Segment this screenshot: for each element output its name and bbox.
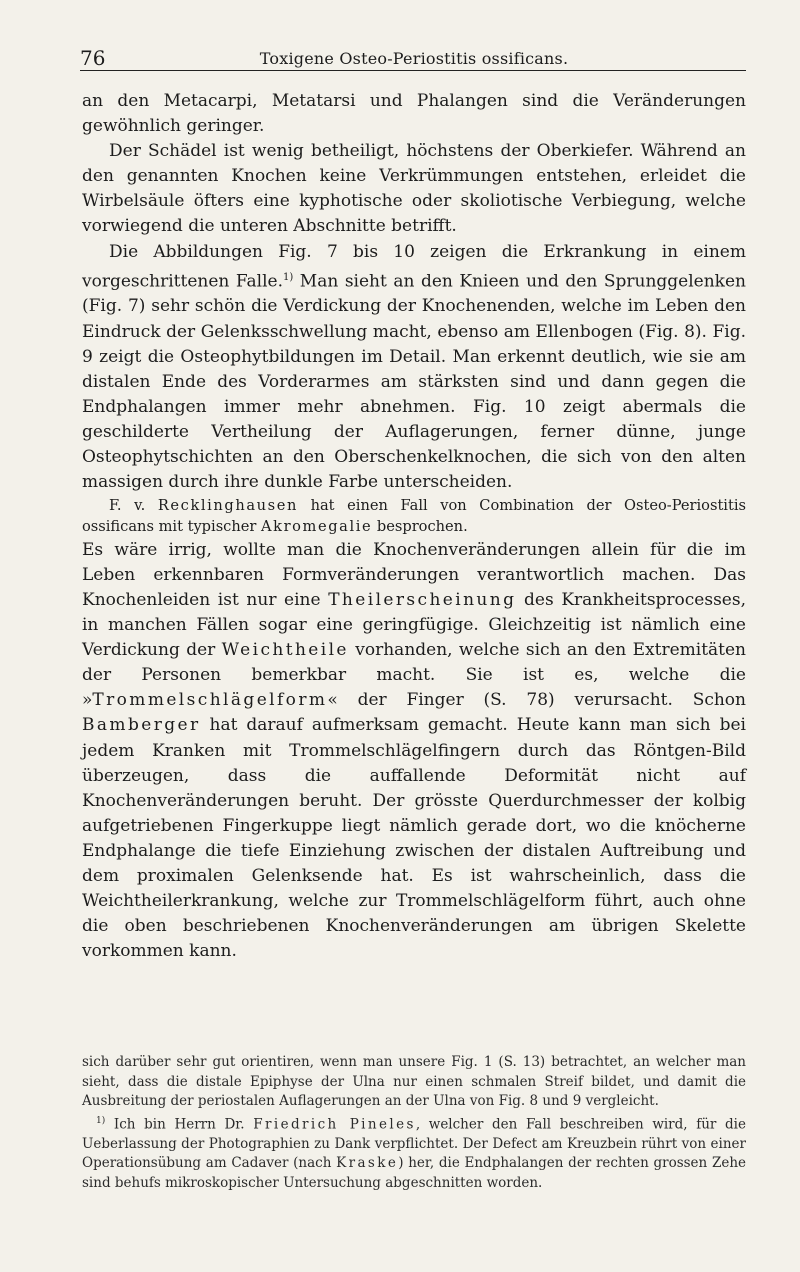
paragraph-skull: Der Schädel ist wenig betheiligt, höchstens der Oberkiefer. Während an den genannten Knochen keine Verkrümmungen entstehen, erleidet die Wirbelsäule öfters eine kyphotische oder skoliotische Verbiegung, welche vorwiegend die unteren Abschnitte betrifft. — [82, 141, 746, 237]
footnote-1: $^{1)}$ Ich bin Herrn Dr. Friedrich Pineles, welcher den Fall beschreiben wird, für die Ueberlassung der Photographien zu Dank verpflichtet. Der Defect am Kreuzbein rührt von einer Operationsübung am Cadaver (nach Kraske) her, die Endphalangen der rechten grossen Zehe sind behufs mikroskopischer Untersuchung abgeschnitten worden. — [82, 1115, 746, 1192]
main-text — [82, 89, 746, 964]
small-print-note: F. v. Recklinghausen hat einen Fall von Combination der Osteo-Periostitis ossificans mit typischer Akromegalie besprochen. — [82, 497, 746, 536]
footnote-reference: 1) — [283, 271, 294, 283]
emphasized-term: Akromegalie — [261, 518, 373, 536]
page-number: 76 — [80, 46, 106, 70]
header-rule — [80, 70, 746, 71]
page-header — [82, 0, 746, 70]
emphasized-term: Weichtheile — [221, 640, 349, 661]
running-title: Toxigene Osteo-Periostitis ossificans. — [259, 49, 569, 68]
author-name: Friedrich Pineles — [253, 1116, 416, 1133]
paragraph-continuation: an den Metacarpi, Metatarsi und Phalangen sind die Veränderungen gewöhnlich geringer. — [82, 91, 746, 137]
emphasized-term: Trommelschlägelform — [92, 690, 328, 711]
footnotes — [82, 1053, 746, 1194]
footnote-mark: 1) — [96, 1115, 106, 1126]
emphasized-term: Theilerscheinung — [328, 589, 517, 610]
author-name: Recklinghausen — [157, 497, 298, 515]
paragraph-soft-tissue: Es wäre irrig, wollte man die Knochenveränderungen allein für die im Leben erkennbaren Formveränderungen verantwortlich machen. Das Knochenleiden ist nur eine Theilerscheinung des Krankheitsprocesses, in manchen Fällen sogar eine geringfügige. Gleichzeitig ist nämlich eine Verdickung der Weichtheile vorhanden, welche sich an den Extremitäten der Personen bemerkbar macht. Sie ist es, welche die »Trommelschlägelform« der Finger (S. 78) verursacht. Schon Bamberger hat darauf aufmerksam gemacht. Heute kann man sich bei jedem Kranken mit Trommelschlägelfingern durch das Röntgen-Bild überzeugen, dass die auffallende Deformität nicht auf Knochenveränderungen beruht. Der grösste Querdurchmesser der kolbig aufgetriebenen Fingerkuppe liegt nämlich gerade dort, wo die knöcherne Endphalange die tiefe Einziehung zwischen der distalen Auftreibung und dem proximalen Gelenksende hat. Es ist wahrscheinlich, dass die Weichtheilerkrankung, welche zur Trommelschlägelform führt, auch ohne die oben beschriebenen Knochenveränderungen am übrigen Skelette vorkommen kann. — [82, 539, 746, 962]
book-page — [80, 0, 746, 1192]
footnote-continuation: sich darüber sehr gut orientiren, wenn man unsere Fig. 1 (S. 13) betrachtet, an welcher man sieht, dass die distale Epiphyse der Ulna nur einen schmalen Streif bildet, und damit die Ausbreitung der periostalen Auflagerungen an der Ulna von Fig. 8 und 9 vergleicht. — [82, 1054, 746, 1110]
paragraph-figures: Die Abbildungen Fig. 7 bis 10 zeigen die Erkrankung in einem vorgeschrittenen Falle.$^{1)}$ Man sieht an den Knieen und den Sprunggelenken (Fig. 7) sehr schön die Verdickung der Knochenenden, welche im Leben den Eindruck der Gelenksschwellung macht, ebenso am Ellenbogen (Fig. 8). Fig. 9 zeigt die Osteophytbildungen im Detail. Man erkennt deutlich, wie sie am distalen Ende des Vorderarmes am stärksten sind und dann gegen die Endphalangen immer mehr abnehmen. Fig. 10 zeigt abermals die geschilderte Vertheilung der Auflagerungen, ferner dünne, junge Osteophytschichten an den Oberschenkelknochen, die sich von den alten massigen durch ihre dunkle Farbe unterscheiden. — [82, 241, 746, 493]
author-name: Bamberger — [82, 715, 201, 736]
author-name: Kraske — [336, 1155, 399, 1172]
